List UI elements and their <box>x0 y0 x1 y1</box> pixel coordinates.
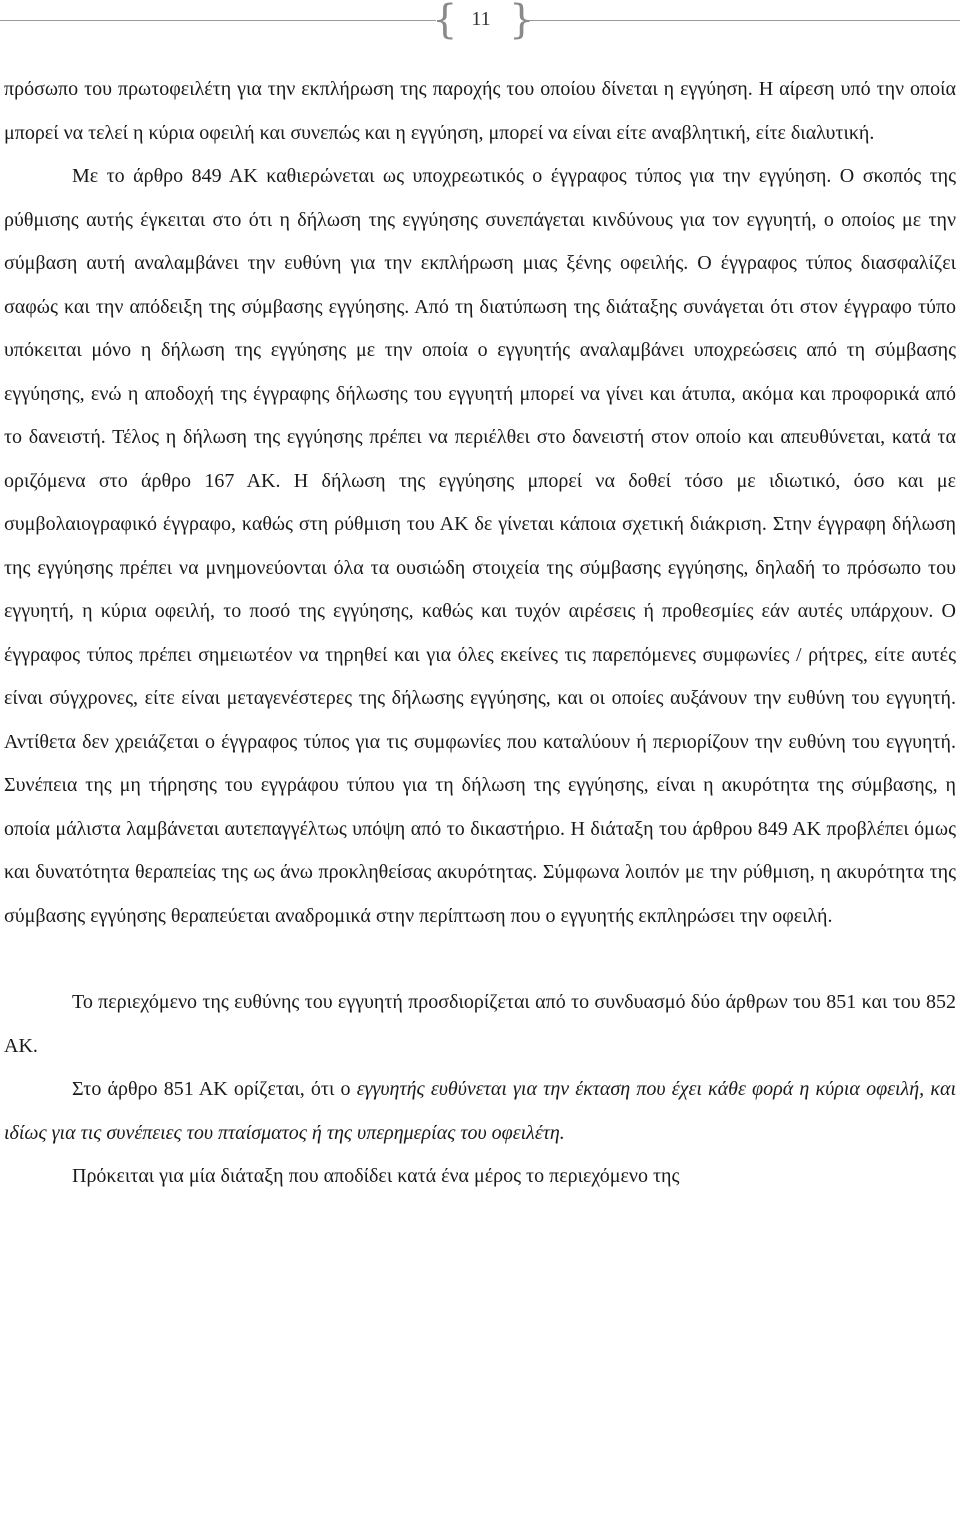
paragraph-spacer <box>4 938 956 981</box>
document-body <box>4 68 956 1199</box>
header-rule-left <box>0 20 436 21</box>
header-rule-right <box>524 20 960 21</box>
left-brace-ornament: { <box>432 0 458 43</box>
paragraph-liability-content: Το περιεχόμενο της ευθύνης του εγγυητή προσδιορίζεται από το συνδυασμό δύο άρθρων του 851 και του 852 ΑΚ. <box>4 991 956 1057</box>
page-header <box>0 0 960 44</box>
article-851-lead: Στο άρθρο 851 ΑΚ ορίζεται, ότι ο <box>72 1078 357 1100</box>
paragraph-continuation: πρόσωπο του πρωτοφειλέτη για την εκπλήρωση της παροχής του οποίου δίνεται η εγγύηση. Η αίρεση υπό την οποία μπορεί να τελεί η κύρια οφειλή και συνεπώς και η εγγύηση, μπορεί να είναι είτε αναβλητική, είτε διαλυτική. <box>4 78 956 144</box>
paragraph-article-849: Με το άρθρο 849 ΑΚ καθιερώνεται ως υποχρεωτικός ο έγγραφος τύπος για την εγγύηση. Ο σκοπός της ρύθμισης αυτής έγκειται στο ότι η δήλωση της εγγύησης συνεπάγεται κινδύνους για τον εγγυητή, ο οποίος με την σύμβαση αυτή αναλαμβάνει την ευθύνη για την εκπλήρωση μιας ξένης οφειλής. Ο έγγραφος τύπος διασφαλίζει σαφώς και την απόδειξη της σύμβασης εγγύησης. Από τη διατύπωση της διάταξης συνάγεται ότι στον έγγραφο τύπο υπόκειται μόνο η δήλωση της εγγύησης με την οποία ο εγγυητής αναλαμβάνει υποχρεώσεις από τη σύμβασης εγγύησης, ενώ η αποδοχή της έγγραφης δήλωσης του εγγυητή μπορεί να γίνει και άτυπα, ακόμα και προφορικά από το δανειστή. Τέλος η δήλωση της εγγύησης πρέπει να περιέλθει στο δανειστή στον οποίο και απευθύνεται, κατά τα οριζόμενα στο άρθρο 167 ΑΚ. Η δήλωση της εγγύησης μπορεί να δοθεί τόσο με ιδιωτικό, όσο και με συμβολαιογραφικό έγγραφο, καθώς στη ρύθμιση του ΑΚ δε γίνεται κάποια σχετική διάκριση. Στην έγγραφη δήλωση της εγγύησης πρέπει να μνημονεύονται όλα τα ουσιώδη στοιχεία της σύμβασης εγγύησης, δηλαδή το πρόσωπο του εγγυητή, η κύρια οφειλή, το ποσό της εγγύησης, καθώς και τυχόν αιρέσεις ή προθεσμίες εάν αυτές υπάρχουν. Ο έγγραφος τύπος πρέπει σημειωτέον να τηρηθεί και για όλες εκείνες τις παρεπόμενες συμφωνίες / ρήτρες, είτε αυτές είναι σύγχρονες, είτε είναι μεταγενέστερες της δήλωσης εγγύησης, και οι οποίες αυξάνουν την ευθύνη του εγγυητή. Αντίθετα δεν χρειάζεται ο έγγραφος τύπος για τις συμφωνίες που καταλύουν ή περιορίζουν την ευθύνη του εγγυητή. Συνέπεια της μη τήρησης του εγγράφου τύπου για τη δήλωση της εγγύησης, είναι η ακυρότητα της σύμβασης, η οποία μάλιστα λαμβάνεται αυτεπαγγέλτως υπόψη από το δικαστήριο. Η διάταξη του άρθρου 849 ΑΚ προβλέπει όμως και δυνατότητα θεραπείας της ως άνω προκληθείσας ακυρότητας. Σύμφωνα λοιπόν με την ρύθμιση, η ακυρότητα της σύμβασης εγγύησης θεραπεύεται αναδρομικά στην περίπτωση που ο εγγυητής εκπληρώσει την οφειλή. <box>4 165 956 927</box>
page-number: 11 <box>471 8 491 30</box>
right-brace-ornament: } <box>509 0 535 43</box>
paragraph-article-851 <box>4 1068 956 1155</box>
article-851-quote: εγγυητής ευθύνεται για την έκταση που έχει κάθε φορά η κύρια οφειλή, και ιδίως για τις συνέπειες του πταίσματος ή της υπερημερίας του οφειλέτη. <box>4 1078 956 1144</box>
paragraph-final: Πρόκειται για μία διάταξη που αποδίδει κατά ένα μέρος το περιεχόμενο της <box>72 1165 680 1187</box>
